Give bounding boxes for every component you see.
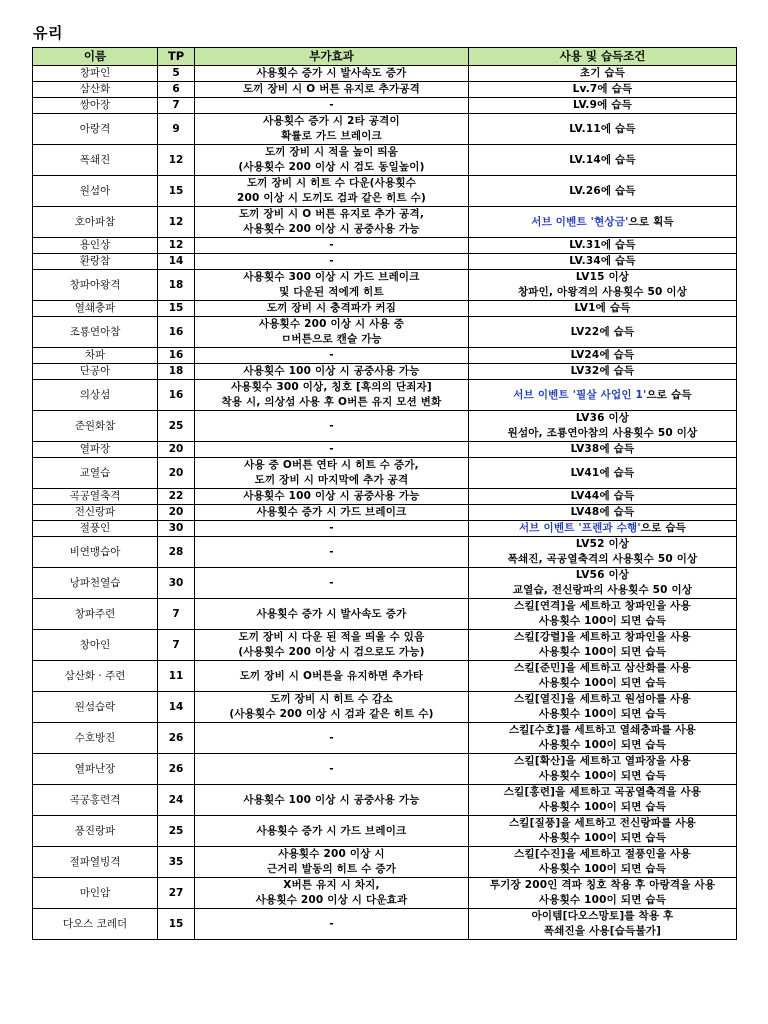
skill-effect: 사용횟수 100 이상 시 공중사용 가능 <box>195 489 469 505</box>
skill-effect: 사용횟수 증가 시 가드 브레이크 <box>195 816 469 847</box>
skill-tp: 15 <box>158 176 195 207</box>
skill-name: 삼산화 · 주련 <box>33 661 158 692</box>
skill-condition <box>469 98 737 114</box>
skill-condition <box>469 317 737 348</box>
skill-effect: - <box>195 568 469 599</box>
condition-text: LV22에 습득 <box>570 325 635 338</box>
skill-tp: 14 <box>158 692 195 723</box>
skill-condition <box>469 909 737 940</box>
skill-tp: 28 <box>158 537 195 568</box>
skill-condition <box>469 411 737 442</box>
condition-text: LV.34에 습득 <box>569 255 636 267</box>
skill-name: 곡공홍련격 <box>33 785 158 816</box>
skill-tp: 35 <box>158 847 195 878</box>
table-row <box>33 458 737 489</box>
table-row <box>33 599 737 630</box>
skill-tp: 7 <box>158 599 195 630</box>
skill-name: 마인암 <box>33 878 158 909</box>
skill-tp: 12 <box>158 238 195 254</box>
skill-condition <box>469 630 737 661</box>
table-row <box>33 816 737 847</box>
skill-tp: 15 <box>158 909 195 940</box>
table-row <box>33 66 737 82</box>
skill-effect: - <box>195 238 469 254</box>
skill-condition <box>469 82 737 98</box>
skill-effect: - <box>195 909 469 940</box>
condition-text: LV.31에 습득 <box>569 239 636 251</box>
skill-table <box>32 47 737 940</box>
skill-name: 폭쇄진 <box>33 145 158 176</box>
skill-condition <box>469 207 737 238</box>
table-row <box>33 878 737 909</box>
skill-tp: 20 <box>158 442 195 458</box>
condition-text: LV.9에 습득 <box>573 99 632 111</box>
skill-tp: 7 <box>158 98 195 114</box>
skill-tp: 7 <box>158 630 195 661</box>
skill-condition <box>469 847 737 878</box>
table-row <box>33 98 737 114</box>
condition-text: 스킬[수진]을 세트하고 절풍인을 사용 사용횟수 100이 되면 습득 <box>514 848 691 875</box>
skill-condition <box>469 754 737 785</box>
skill-condition <box>469 661 737 692</box>
condition-text: LV24에 습득 <box>570 349 635 361</box>
condition-text: Lv.7에 습득 <box>572 83 633 95</box>
skill-name: 창파아왕격 <box>33 270 158 301</box>
skill-name: 조룡연아참 <box>33 317 158 348</box>
condition-text: 스킬[열진]을 세트하고 원섬아를 사용 사용횟수 100이 되면 습득 <box>514 693 691 720</box>
skill-tp: 18 <box>158 270 195 301</box>
skill-effect: 사용횟수 증가 시 발사속도 증가 <box>195 599 469 630</box>
table-row <box>33 909 737 940</box>
skill-tp: 6 <box>158 82 195 98</box>
condition-text: 스킬[홍련]을 세트하고 곡공열축격을 사용 사용횟수 100이 되면 습득 <box>503 786 702 813</box>
skill-effect: 도끼 장비 시 히트 수 다운(사용횟수 200 이상 시 도끼도 검과 같은 히트 수) <box>195 176 469 207</box>
skill-name: 차파 <box>33 348 158 364</box>
skill-condition <box>469 301 737 317</box>
table-row <box>33 114 737 145</box>
skill-name: 열파장 <box>33 442 158 458</box>
skill-effect: - <box>195 348 469 364</box>
skill-tp: 12 <box>158 145 195 176</box>
table-row <box>33 145 737 176</box>
skill-condition <box>469 692 737 723</box>
skill-condition <box>469 878 737 909</box>
page-title: 유리 <box>33 24 63 42</box>
skill-condition <box>469 254 737 270</box>
skill-name: 삼산화 <box>33 82 158 98</box>
skill-effect: 사용횟수 300 이상 시 가드 브레이크 및 다운된 적에게 히트 <box>195 270 469 301</box>
skill-tp: 18 <box>158 364 195 380</box>
table-row <box>33 380 737 411</box>
condition-text: LV.11에 습득 <box>569 122 636 135</box>
skill-tp: 30 <box>158 521 195 537</box>
skill-name: 용인상 <box>33 238 158 254</box>
skill-effect: - <box>195 411 469 442</box>
skill-tp: 16 <box>158 380 195 411</box>
skill-name: 열파난장 <box>33 754 158 785</box>
skill-condition <box>469 380 737 411</box>
skill-effect: 도끼 장비 시 O버튼을 유지하면 추가타 <box>195 661 469 692</box>
table-row <box>33 489 737 505</box>
skill-name: 단공아 <box>33 364 158 380</box>
skill-effect: 도끼 장비 시 O 버튼 유지로 추가공격 <box>195 82 469 98</box>
table-row <box>33 301 737 317</box>
table-row <box>33 505 737 521</box>
table-row <box>33 785 737 816</box>
sub-event-name: 서브 이벤트 '필살 사업인 1' <box>513 388 647 401</box>
table-row <box>33 317 737 348</box>
skill-name: 곡공열축격 <box>33 489 158 505</box>
condition-text: 스킬[확산]을 세트하고 열파장을 사용 사용횟수 100이 되면 습득 <box>514 755 691 782</box>
skill-tp: 25 <box>158 411 195 442</box>
column-header-name: 이름 <box>33 48 158 66</box>
skill-tp: 26 <box>158 754 195 785</box>
skill-condition <box>469 442 737 458</box>
skill-condition <box>469 568 737 599</box>
column-header-condition: 사용 및 습득조건 <box>469 48 737 66</box>
skill-condition <box>469 521 737 537</box>
condition-text: LV52 이상 폭쇄진, 곡공열축격의 사용횟수 50 이상 <box>507 538 698 565</box>
skill-name: 아랑격 <box>33 114 158 145</box>
skill-condition <box>469 537 737 568</box>
skill-condition <box>469 66 737 82</box>
skill-name: 준원화참 <box>33 411 158 442</box>
condition-text: LV15 이상 창파인, 아왕격의 사용횟수 50 이상 <box>517 271 688 298</box>
table-row <box>33 723 737 754</box>
skill-tp: 30 <box>158 568 195 599</box>
table-row <box>33 568 737 599</box>
condition-text: LV56 이상 교열습, 전신랑파의 사용횟수 50 이상 <box>512 569 693 596</box>
skill-effect: 사용횟수 증가 시 가드 브레이크 <box>195 505 469 521</box>
skill-condition <box>469 176 737 207</box>
skill-name: 절풍인 <box>33 521 158 537</box>
skill-effect: 도끼 장비 시 O 버튼 유지로 추가 공격, 사용횟수 200 이상 시 공중사용 가능 <box>195 207 469 238</box>
skill-tp: 11 <box>158 661 195 692</box>
skill-condition <box>469 505 737 521</box>
skill-name: 원섬아 <box>33 176 158 207</box>
table-row <box>33 847 737 878</box>
skill-name: 원섬습락 <box>33 692 158 723</box>
skill-effect: - <box>195 537 469 568</box>
condition-text: 아이템[다오스망토]를 착용 후 폭쇄진을 사용[습득불가] <box>531 910 674 937</box>
table-row <box>33 270 737 301</box>
skill-effect: - <box>195 521 469 537</box>
condition-text: LV1에 습득 <box>574 302 631 314</box>
skill-tp: 14 <box>158 254 195 270</box>
table-row <box>33 364 737 380</box>
skill-effect: 사용횟수 200 이상 시 근거리 발동의 히트 수 증가 <box>195 847 469 878</box>
skill-effect: X버튼 유지 시 차지, 사용횟수 200 이상 시 다운효과 <box>195 878 469 909</box>
condition-text: LV38에 습득 <box>570 443 635 455</box>
condition-text: 으로 습득 <box>640 522 687 534</box>
skill-name: 호아파참 <box>33 207 158 238</box>
skill-condition <box>469 238 737 254</box>
condition-text: LV48에 습득 <box>570 506 635 518</box>
table-row <box>33 411 737 442</box>
skill-effect: 사용횟수 증가 시 발사속도 증가 <box>195 66 469 82</box>
sub-event-name: 서브 이벤트 '현상금' <box>531 215 629 228</box>
skill-tp: 24 <box>158 785 195 816</box>
condition-text: 으로 습득 <box>646 388 692 401</box>
table-header <box>33 48 737 66</box>
skill-condition <box>469 816 737 847</box>
skill-effect: - <box>195 442 469 458</box>
skill-effect: 도끼 장비 시 다운 된 적을 띄울 수 있음 (사용횟수 200 이상 시 검으로도 가능) <box>195 630 469 661</box>
table-row <box>33 176 737 207</box>
condition-text: 스킬[준민]을 세트하고 삼산화를 사용 사용횟수 100이 되면 습득 <box>514 662 691 689</box>
skill-effect: 사용횟수 증가 시 2타 공격이 확률로 가드 브레이크 <box>195 114 469 145</box>
condition-text: LV32에 습득 <box>570 365 635 377</box>
skill-effect: - <box>195 754 469 785</box>
skill-name: 창파인 <box>33 66 158 82</box>
skill-effect: 사용횟수 200 이상 시 사용 중 ㅁ버튼으로 캔슬 가능 <box>195 317 469 348</box>
skill-tp: 27 <box>158 878 195 909</box>
table-row <box>33 207 737 238</box>
skill-tp: 9 <box>158 114 195 145</box>
skill-name: 풍진랑파 <box>33 816 158 847</box>
table-row <box>33 82 737 98</box>
table-row <box>33 537 737 568</box>
table-body <box>33 66 737 940</box>
skill-name: 전신랑파 <box>33 505 158 521</box>
condition-text: 스킬[질풍]을 세트하고 전신랑파를 사용 사용횟수 100이 되면 습득 <box>508 817 697 844</box>
skill-effect: - <box>195 98 469 114</box>
skill-name: 쌍아장 <box>33 98 158 114</box>
skill-tp: 25 <box>158 816 195 847</box>
condition-text: LV44에 습득 <box>570 490 635 502</box>
skill-effect: 사용횟수 100 이상 시 공중사용 가능 <box>195 785 469 816</box>
skill-condition <box>469 599 737 630</box>
skill-condition <box>469 145 737 176</box>
skill-tp: 15 <box>158 301 195 317</box>
header-row <box>33 48 737 66</box>
sub-event-name: 서브 이벤트 '프렌과 수행' <box>518 522 641 534</box>
condition-text: LV.14에 습득 <box>569 153 636 166</box>
skill-name: 환랑참 <box>33 254 158 270</box>
skill-tp: 5 <box>158 66 195 82</box>
table-row <box>33 692 737 723</box>
condition-text: 투기장 200인 격파 칭호 착용 후 아랑격을 사용 사용횟수 100이 되면 습득 <box>489 879 716 906</box>
skill-effect: - <box>195 723 469 754</box>
skill-condition <box>469 364 737 380</box>
skill-condition <box>469 489 737 505</box>
skill-tp: 16 <box>158 348 195 364</box>
table-row <box>33 348 737 364</box>
table-row <box>33 442 737 458</box>
skill-name: 비연맹습아 <box>33 537 158 568</box>
column-header-tp: TP <box>158 48 195 66</box>
skill-name: 창파주련 <box>33 599 158 630</box>
skill-condition <box>469 458 737 489</box>
skill-name: 수호방진 <box>33 723 158 754</box>
skill-name: 열쇄충파 <box>33 301 158 317</box>
skill-tp: 20 <box>158 458 195 489</box>
skill-tp: 16 <box>158 317 195 348</box>
skill-effect: 사용 중 O버튼 연타 시 히트 수 증가, 도끼 장비 시 마지막에 추가 공격 <box>195 458 469 489</box>
skill-name: 창아인 <box>33 630 158 661</box>
skill-effect: 도끼 장비 시 적을 높이 띄움 (사용횟수 200 이상 시 검도 동일높이) <box>195 145 469 176</box>
table-row <box>33 754 737 785</box>
skill-tp: 20 <box>158 505 195 521</box>
skill-condition <box>469 348 737 364</box>
skill-effect: - <box>195 254 469 270</box>
skill-name: 의상섬 <box>33 380 158 411</box>
condition-text: 스킬[연격]을 세트하고 창파인을 사용 사용횟수 100이 되면 습득 <box>514 600 691 627</box>
skill-condition <box>469 114 737 145</box>
skill-condition <box>469 785 737 816</box>
skill-effect: 사용횟수 300 이상, 칭호 [흑의의 단죄자] 착용 시, 의상섬 사용 후 O버튼 유지 모션 변화 <box>195 380 469 411</box>
skill-condition <box>469 723 737 754</box>
skill-effect: 도끼 장비 시 히트 수 감소 (사용횟수 200 이상 시 검과 같은 히트 수) <box>195 692 469 723</box>
skill-effect: 사용횟수 100 이상 시 공중사용 가능 <box>195 364 469 380</box>
skill-condition <box>469 270 737 301</box>
skill-tp: 22 <box>158 489 195 505</box>
table-row <box>33 254 737 270</box>
skill-name: 교열습 <box>33 458 158 489</box>
skill-name: 다오스 코레더 <box>33 909 158 940</box>
condition-text: 스킬[수호]를 세트하고 열쇄충파를 사용 사용횟수 100이 되면 습득 <box>508 724 697 751</box>
condition-text: 스킬[강렬]을 세트하고 창파인을 사용 사용횟수 100이 되면 습득 <box>514 631 691 658</box>
condition-text: 으로 획득 <box>628 215 674 228</box>
column-header-effect: 부가효과 <box>195 48 469 66</box>
skill-tp: 26 <box>158 723 195 754</box>
skill-name: 낭파천열습 <box>33 568 158 599</box>
skill-name: 절파열빙격 <box>33 847 158 878</box>
table-row <box>33 630 737 661</box>
skill-tp: 12 <box>158 207 195 238</box>
condition-text: LV41에 습득 <box>570 466 635 479</box>
condition-text: 초기 습득 <box>579 67 626 79</box>
condition-text: LV.26에 습득 <box>569 184 636 197</box>
condition-text: LV36 이상 원섬아, 조룡연아참의 사용횟수 50 이상 <box>507 412 698 439</box>
table-row <box>33 521 737 537</box>
skill-effect: 도끼 장비 시 충격파가 커짐 <box>195 301 469 317</box>
table-row <box>33 661 737 692</box>
table-row <box>33 238 737 254</box>
